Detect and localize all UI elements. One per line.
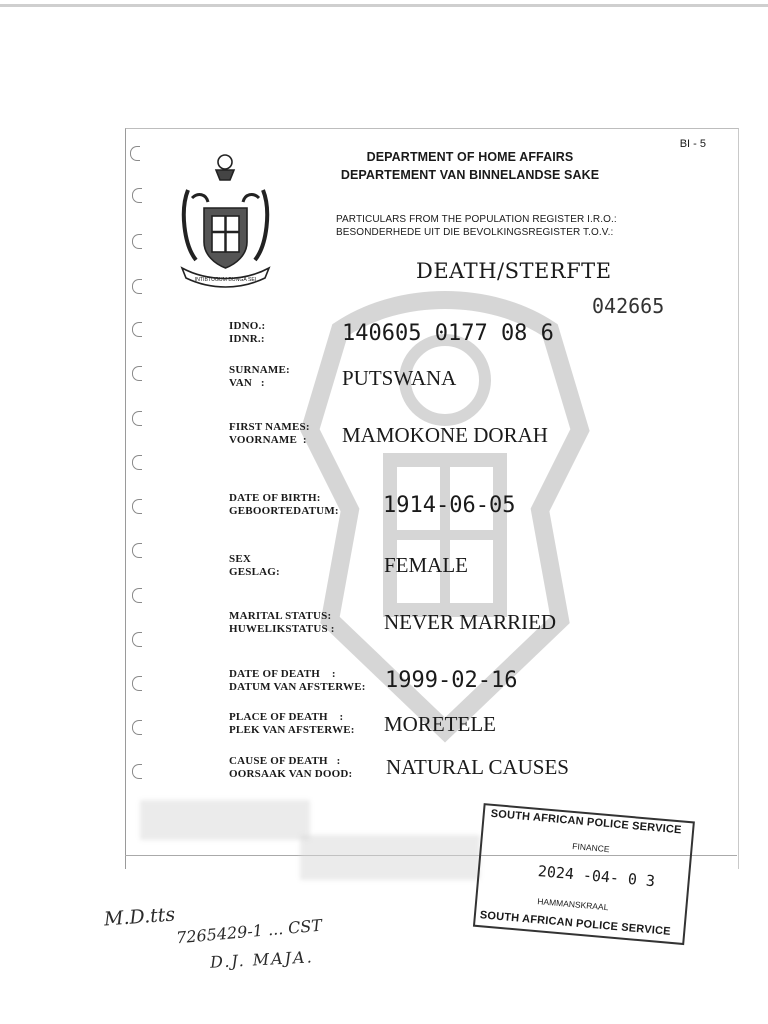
particulars-english: PARTICULARS FROM THE POPULATION REGISTER I.R.O.: (336, 214, 617, 225)
binder-hole (132, 632, 142, 647)
department-name-english: DEPARTMENT OF HOME AFFAIRS (366, 150, 574, 164)
crest-motto: INTIBTUGUM BUNGA SEI (194, 277, 257, 283)
stamp-location: HAMMANSKRAAL (536, 896, 609, 913)
field-label-sex: SEX GESLAG: (229, 553, 280, 578)
binder-hole (132, 676, 142, 691)
certificate-title: DEATH/STERFTE (416, 259, 612, 283)
binder-hole (132, 366, 142, 381)
serial-number: 042665 (592, 294, 665, 318)
particulars-afrikaans: BESONDERHEDE UIT DIE BEVOLKINGSREGISTER T.O.V.: (336, 227, 614, 238)
field-value-date-of-birth: 1914-06-05 (383, 493, 516, 518)
field-label-id: IDNO.: IDNR.: (229, 320, 266, 345)
binder-hole (132, 279, 142, 294)
field-value-marital-status: NEVER MARRIED (384, 610, 557, 634)
department-name-afrikaans: DEPARTEMENT VAN BINNELANDSE SAKE (340, 168, 600, 182)
stamp-line-1: SOUTH AFRICAN POLICE SERVICE (490, 807, 683, 837)
field-label-cause-of-death: CAUSE OF DEATH : OORSAAK VAN DOOD: (229, 755, 353, 780)
field-value-first-names: MAMOKONE DORAH (342, 423, 548, 447)
faded-print-smudge (300, 835, 480, 880)
binder-hole (132, 322, 142, 337)
field-value-date-of-death: 1999-02-16 (385, 668, 518, 693)
handwritten-name: D.J. MAJA. (209, 947, 315, 972)
field-label-first-names: FIRST NAMES: VOORNAME : (229, 421, 310, 446)
field-label-marital-status: MARITAL STATUS: HUWELIKSTATUS : (229, 610, 335, 635)
field-value-id: 140605 0177 08 6 (342, 321, 554, 346)
handwritten-initials: M.D.tts (103, 903, 176, 931)
binder-hole (132, 455, 142, 470)
binder-hole (132, 764, 142, 779)
binder-hole (132, 188, 142, 203)
binder-hole (132, 720, 142, 735)
field-value-surname: PUTSWANA (342, 366, 457, 390)
police-service-stamp (473, 803, 693, 943)
binder-hole (130, 146, 140, 161)
field-label-place-of-death: PLACE OF DEATH : PLEK VAN AFSTERWE: (229, 711, 355, 736)
field-value-sex: FEMALE (384, 553, 468, 577)
faded-print-smudge (140, 800, 310, 840)
binder-hole (132, 499, 142, 514)
stamp-department: FINANCE (571, 840, 610, 855)
coat-of-arms-icon (178, 150, 273, 295)
stamp-date: 2024 -04- 0 3 (537, 862, 656, 891)
handwritten-number: 7265429-1 ... CST (175, 915, 323, 948)
field-label-surname: SURNAME: VAN : (229, 364, 290, 389)
form-reference-code: BI - 5 (679, 138, 706, 150)
scan-edge (0, 4, 768, 7)
binder-hole (132, 234, 142, 249)
field-value-place-of-death: MORETELE (384, 712, 496, 736)
binder-hole (132, 411, 142, 426)
binder-hole (132, 588, 142, 603)
field-label-date-of-birth: DATE OF BIRTH: GEBOORTEDATUM: (229, 492, 339, 517)
stamp-line-5: SOUTH AFRICAN POLICE SERVICE (479, 909, 672, 938)
field-value-cause-of-death: NATURAL CAUSES (386, 755, 569, 779)
field-label-date-of-death: DATE OF DEATH : DATUM VAN AFSTERWE: (229, 668, 366, 693)
binder-hole (132, 543, 142, 558)
